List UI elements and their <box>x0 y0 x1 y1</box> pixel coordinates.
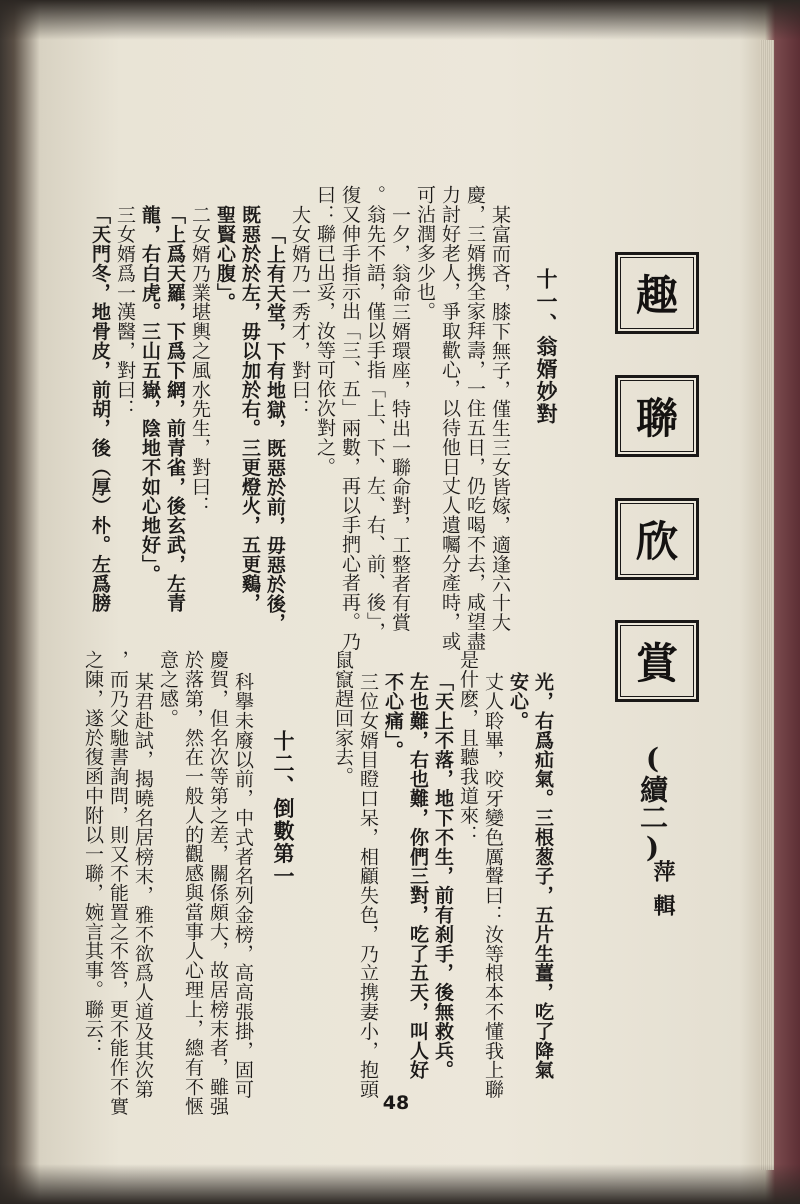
text-column: 之陳，遂於復函中附以一聯，婉言其事。聯云： <box>82 650 104 1058</box>
quote-column: 安心。 <box>507 672 529 731</box>
text-column: 可沾潤多少也。 <box>414 185 436 321</box>
text-column: 。翁先不語，僅以手指「上、下、左、右、前、後」， <box>364 185 386 642</box>
text-column: 一夕，翁命三婿環座，特出一聯命對，工整者有賞 <box>389 205 411 632</box>
title-char-box <box>615 252 699 334</box>
title-char: 聯 <box>635 394 678 443</box>
text-column: 某富而吝，膝下無子，僅生三女皆嫁，適逢六十大 <box>489 205 511 632</box>
text-column: 大女婿乃一秀才，對曰： <box>289 205 311 419</box>
text-column: 鼠竄趕回家去。 <box>332 650 354 786</box>
text-column: 慶，三婿携全家拜壽，一住五日，仍吃喝不去，咸望盡 <box>464 185 486 651</box>
text-column: 三女婿爲一漢醫，對曰： <box>114 205 136 419</box>
quote-column: 既惡於於左，毋以加於右。三更燈火，五更鷄， <box>239 205 261 613</box>
quote-column: 左也難，右也難，你們三對，吃了五天，叫人好 <box>407 672 429 1080</box>
quote-column: 聖賢心腹」。 <box>214 205 236 312</box>
text-column: 是什麽，且聽我道來： <box>457 650 479 844</box>
text-column: 復又伸手指示出「三、五」兩數，再以手捫心者再。乃 <box>339 185 361 651</box>
text-column: 某君赴試，揭曉名居榜末，雅不欲爲人道及其次第 <box>132 672 154 1099</box>
quote-column: 「上爲天羅，下爲下網，前青雀，後玄武，左青 <box>164 205 186 613</box>
text-column: 曰：聯已出妥，汝等可依次對之。 <box>314 185 336 476</box>
text-column: 科擧未廢以前，中式者名列金榜，高高張掛，固可 <box>232 672 254 1099</box>
section-heading-12: 十二、倒數第一 <box>271 730 296 888</box>
text-column: 三位女婿目瞪口呆，相顧失色，乃立携妻小，抱頭 <box>357 672 379 1099</box>
text-column: ，而乃父馳書詢問，則又不能置之不答，更不能作不實 <box>107 650 129 1116</box>
quote-column: 「上有天堂，下有地獄，既惡於前，毋惡於後， <box>264 225 286 633</box>
text-column: 意之感。 <box>157 650 179 728</box>
quote-column: 「天上不落，地下不生，前有刹手，後無救兵。 <box>432 672 454 1080</box>
title-char: 趣 <box>635 271 678 320</box>
text-column: 慶賀，但名次等第之差，關係頗大，故居榜末者，雖强 <box>207 650 229 1116</box>
quote-column: 龍，右白虎。三山五嶽，陰地不如心地好」。 <box>139 205 161 584</box>
quote-column: 光，右爲疝氣。三根葱子，五片生薑，吃了降氣 <box>532 672 554 1080</box>
quote-column: 「天門冬，地骨皮，前胡，後（厚）朴。左爲膀 <box>89 205 111 613</box>
quote-column: 不心痛」。 <box>382 672 404 760</box>
title-char-box <box>615 620 699 702</box>
page-number: 48 <box>382 1092 410 1114</box>
text-column: 二女婿乃業堪輿之風水先生，對曰： <box>189 205 211 516</box>
text-column: 丈人聆畢，咬牙變色厲聲曰：汝等根本不懂我上聯 <box>482 672 504 1099</box>
text-column: 力討好老人，爭取歡心，以待他日丈人遺囑分產時，或 <box>439 185 461 651</box>
title-char-box <box>615 375 699 457</box>
title-char-box <box>615 498 699 580</box>
title-char: 賞 <box>635 639 678 688</box>
text-column: 於落第，然在一般人的觀感與當事人心理上，總有不愜 <box>182 650 204 1116</box>
author: 萍輯 <box>650 860 676 928</box>
page-edges <box>760 40 774 1170</box>
section-heading-11: 十一、翁婿妙對 <box>534 268 559 426</box>
title-char: 欣 <box>635 517 678 566</box>
series-label: (續二) <box>636 742 669 864</box>
